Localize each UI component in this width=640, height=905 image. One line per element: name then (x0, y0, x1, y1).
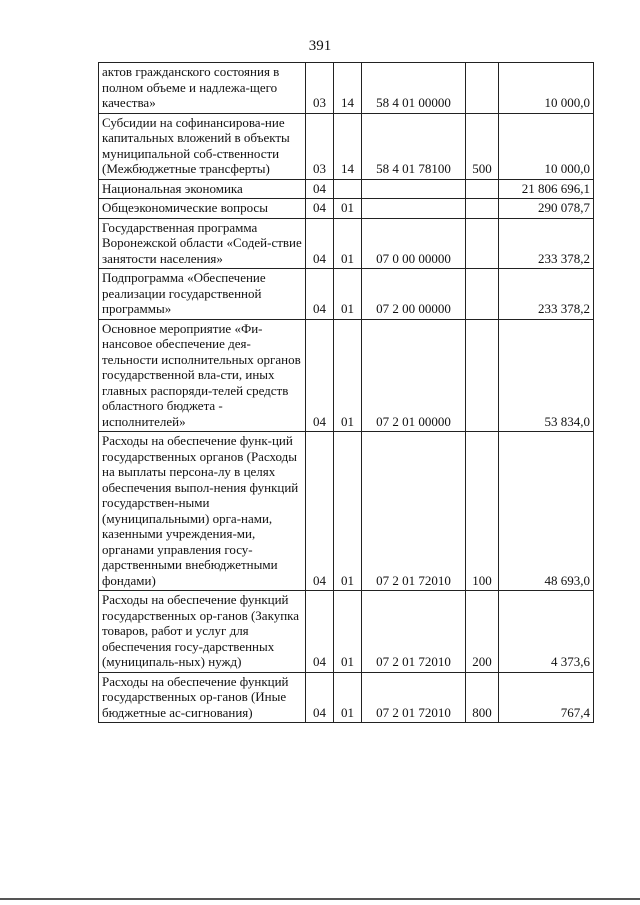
table-row (99, 199, 594, 219)
row-name: Общеэкономические вопросы (99, 199, 306, 219)
page-number: 391 (308, 38, 332, 54)
row-expense-type: 500 (466, 113, 499, 179)
table-row (99, 63, 594, 114)
row-expense-type (466, 63, 499, 114)
row-expense-type (466, 179, 499, 199)
row-sum: 4 373,6 (499, 591, 594, 673)
row-target-article: 07 2 01 72010 (362, 591, 466, 673)
row-subsection: 01 (334, 432, 362, 591)
row-section: 04 (306, 269, 334, 320)
row-section: 03 (306, 63, 334, 114)
row-sum: 290 078,7 (499, 199, 594, 219)
row-subsection (334, 179, 362, 199)
row-target-article (362, 199, 466, 219)
row-target-article: 58 4 01 78100 (362, 113, 466, 179)
row-section: 04 (306, 218, 334, 269)
row-sum: 233 378,2 (499, 218, 594, 269)
row-section: 04 (306, 319, 334, 432)
row-target-article: 58 4 01 00000 (362, 63, 466, 114)
row-target-article: 07 2 01 72010 (362, 432, 466, 591)
row-sum: 10 000,0 (499, 63, 594, 114)
row-section: 04 (306, 199, 334, 219)
row-subsection: 01 (334, 591, 362, 673)
row-target-article: 07 2 00 00000 (362, 269, 466, 320)
table-row (99, 591, 594, 673)
row-expense-type (466, 319, 499, 432)
row-expense-type (466, 218, 499, 269)
row-subsection: 01 (334, 199, 362, 219)
row-sum: 10 000,0 (499, 113, 594, 179)
row-name: Подпрограмма «Обеспечение реализации государственной программы» (99, 269, 306, 320)
row-name: Государственная программа Воронежской области «Содей-ствие занятости населения» (99, 218, 306, 269)
row-section: 04 (306, 591, 334, 673)
table-row (99, 113, 594, 179)
row-expense-type: 800 (466, 672, 499, 723)
row-subsection: 01 (334, 218, 362, 269)
row-name: Расходы на обеспечение функ-ций государственных органов (Расходы на выплаты персона-лу в целях обеспечения выпол-нения функций государствен-ными (муниципальными) орга-нами, казенными учреждения-ми, органами управления госу-дарственными внебюджетными фондами) (99, 432, 306, 591)
row-name: Основное мероприятие «Фи-нансовое обеспечение дея-тельности исполнительных органов государственной вла-сти, иных главных распоряди-телей средств областного бюджета - исполнителей» (99, 319, 306, 432)
table-row (99, 218, 594, 269)
row-subsection: 01 (334, 672, 362, 723)
row-expense-type: 100 (466, 432, 499, 591)
row-expense-type: 200 (466, 591, 499, 673)
row-target-article: 07 0 00 00000 (362, 218, 466, 269)
row-subsection: 01 (334, 319, 362, 432)
row-sum: 767,4 (499, 672, 594, 723)
bottom-rule (0, 898, 640, 900)
row-expense-type (466, 269, 499, 320)
row-target-article: 07 2 01 72010 (362, 672, 466, 723)
table-row (99, 269, 594, 320)
budget-table (98, 62, 594, 723)
row-sum: 53 834,0 (499, 319, 594, 432)
table-row (99, 179, 594, 199)
row-target-article: 07 2 01 00000 (362, 319, 466, 432)
row-name: Субсидии на софинансирова-ние капитальных вложений в объекты муниципальной соб-ственности (Межбюджетные трансферты) (99, 113, 306, 179)
row-sum: 48 693,0 (499, 432, 594, 591)
row-subsection: 14 (334, 63, 362, 114)
row-section: 04 (306, 179, 334, 199)
table-row (99, 319, 594, 432)
table-row (99, 672, 594, 723)
table-row (99, 432, 594, 591)
row-section: 03 (306, 113, 334, 179)
row-name: Расходы на обеспечение функций государственных ор-ганов (Закупка товаров, работ и услуг для обеспечения госу-дарственных (муниципаль-ных) нужд) (99, 591, 306, 673)
row-expense-type (466, 199, 499, 219)
row-name: Национальная экономика (99, 179, 306, 199)
row-target-article (362, 179, 466, 199)
row-sum: 21 806 696,1 (499, 179, 594, 199)
row-subsection: 01 (334, 269, 362, 320)
row-subsection: 14 (334, 113, 362, 179)
row-section: 04 (306, 672, 334, 723)
row-name: Расходы на обеспечение функций государственных ор-ганов (Иные бюджетные ас-сигнования) (99, 672, 306, 723)
row-sum: 233 378,2 (499, 269, 594, 320)
row-name: актов гражданского состояния в полном объеме и надлежа-щего качества» (99, 63, 306, 114)
row-section: 04 (306, 432, 334, 591)
